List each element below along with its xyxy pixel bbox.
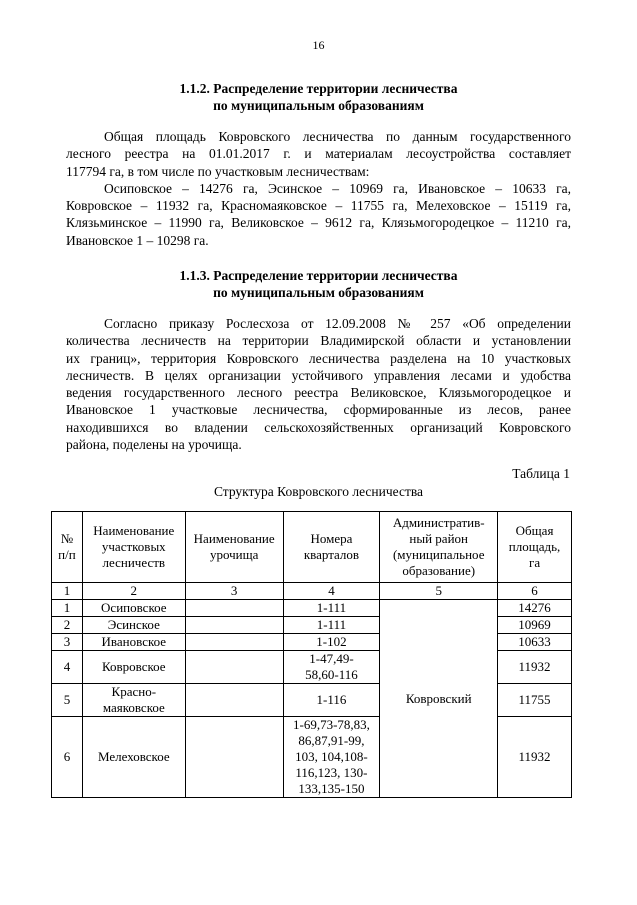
text-line: Ивановское 1 участковые лесничества, сформированные из лесов, ранее (66, 402, 571, 418)
heading-line: по муниципальным образованиям (213, 285, 424, 300)
text-line: Осиповское – 14276 га, Эсинское – 10969 га, Ивановское – 10633 га, (104, 180, 571, 196)
row-number: 3 (52, 634, 83, 651)
paragraph-order (66, 315, 571, 453)
header-cell: Номера кварталов (283, 512, 380, 583)
page-number: 16 (312, 38, 325, 52)
total-area: 10969 (498, 617, 572, 634)
column-number-cell: 5 (380, 583, 498, 600)
column-number-cell: 2 (82, 583, 185, 600)
text-line: лесного реестра на 01.01.2017 г. и материалам лесоустройства составляет (66, 146, 571, 162)
column-number-cell: 6 (498, 583, 572, 600)
tract-name (185, 684, 283, 717)
tract-name (185, 600, 283, 617)
text-line: ведения государственного лесного реестра Великовское, Клязьмогородецкое и (66, 385, 571, 401)
row-number: 2 (52, 617, 83, 634)
forestry-name: Мелеховское (82, 717, 185, 798)
text-line: их границ», территория Ковровского лесничества разделена на 10 участковых (66, 350, 571, 366)
quarter-numbers: 1-102 (283, 634, 380, 651)
table-row (52, 600, 572, 617)
heading-line: 1.1.2. Распределение территории лесничества (179, 81, 458, 96)
column-number-row (52, 583, 572, 600)
row-number: 4 (52, 651, 83, 684)
forestry-structure-table (51, 511, 572, 798)
tract-name (185, 634, 283, 651)
forestry-name: Красно- маяковское (82, 684, 185, 717)
text-line: Ковровское – 11932 га, Красномаяковское – 11755 га, Мелеховское – 15119 га, (66, 198, 571, 214)
total-area: 11932 (498, 717, 572, 798)
header-cell: Наименование участковых лесничеств (82, 512, 185, 583)
quarter-numbers: 1-69,73-78,83, 86,87,91-99, 103, 104,108- 116,123, 130- 133,135-150 (283, 717, 380, 798)
text-line: Ивановское 1 – 10298 га. (66, 232, 209, 248)
heading-line: по муниципальным образованиям (213, 98, 424, 113)
table-caption: Структура Ковровского лесничества (213, 484, 424, 499)
text-line: района, поделены на урочища. (66, 437, 242, 453)
header-cell: Общая площадь, га (498, 512, 572, 583)
text-line: лесничеств. В целях организации устойчивого управления лесами и удобства (66, 367, 571, 383)
total-area: 11755 (498, 684, 572, 717)
column-number-cell: 4 (283, 583, 380, 600)
total-area: 10633 (498, 634, 572, 651)
tract-name (185, 651, 283, 684)
tract-name (185, 717, 283, 798)
quarter-numbers: 1-47,49- 58,60-116 (283, 651, 380, 684)
row-number: 1 (52, 600, 83, 617)
quarter-numbers: 1-116 (283, 684, 380, 717)
paragraph-total-area (66, 128, 571, 249)
section-heading-1-1-2 (0, 80, 637, 114)
forestry-name: Ковровское (82, 651, 185, 684)
table-header-row (52, 512, 572, 583)
text-line: 117794 га, в том числе по участковым лесничествам: (66, 163, 370, 179)
text-line: Согласно приказу Рослесхоза от 12.09.2008 № 257 «Об определении (104, 316, 571, 331)
forestry-name: Эсинское (82, 617, 185, 634)
text-line: количества лесничеств на территории Владимирской области и установлении (66, 333, 571, 349)
row-number: 5 (52, 684, 83, 717)
column-number-cell: 1 (52, 583, 83, 600)
forestry-name: Осиповское (82, 600, 185, 617)
section-heading-1-1-3 (0, 267, 637, 301)
forestry-name: Ивановское (82, 634, 185, 651)
column-number-cell: 3 (185, 583, 283, 600)
text-line: Общая площадь Ковровского лесничества по данным государственного (104, 129, 571, 144)
total-area: 14276 (498, 600, 572, 617)
row-number: 6 (52, 717, 83, 798)
total-area: 11932 (498, 651, 572, 684)
text-line: находившихся во владении сельскохозяйственных организаций Ковровского (66, 419, 571, 435)
table-label: Таблица 1 (512, 466, 570, 481)
header-cell: Административ- ный район (муниципальное образование) (380, 512, 498, 583)
tract-name (185, 617, 283, 634)
quarter-numbers: 1-111 (283, 617, 380, 634)
heading-line: 1.1.3. Распределение территории лесничества (179, 268, 458, 283)
quarter-numbers: 1-111 (283, 600, 380, 617)
text-line: Клязьминское – 11990 га, Великовское – 9612 га, Клязьмогородецкое – 11210 га, (66, 215, 571, 231)
header-cell: № п/п (52, 512, 83, 583)
header-cell: Наименование урочища (185, 512, 283, 583)
district-name: Ковровский (380, 600, 498, 798)
